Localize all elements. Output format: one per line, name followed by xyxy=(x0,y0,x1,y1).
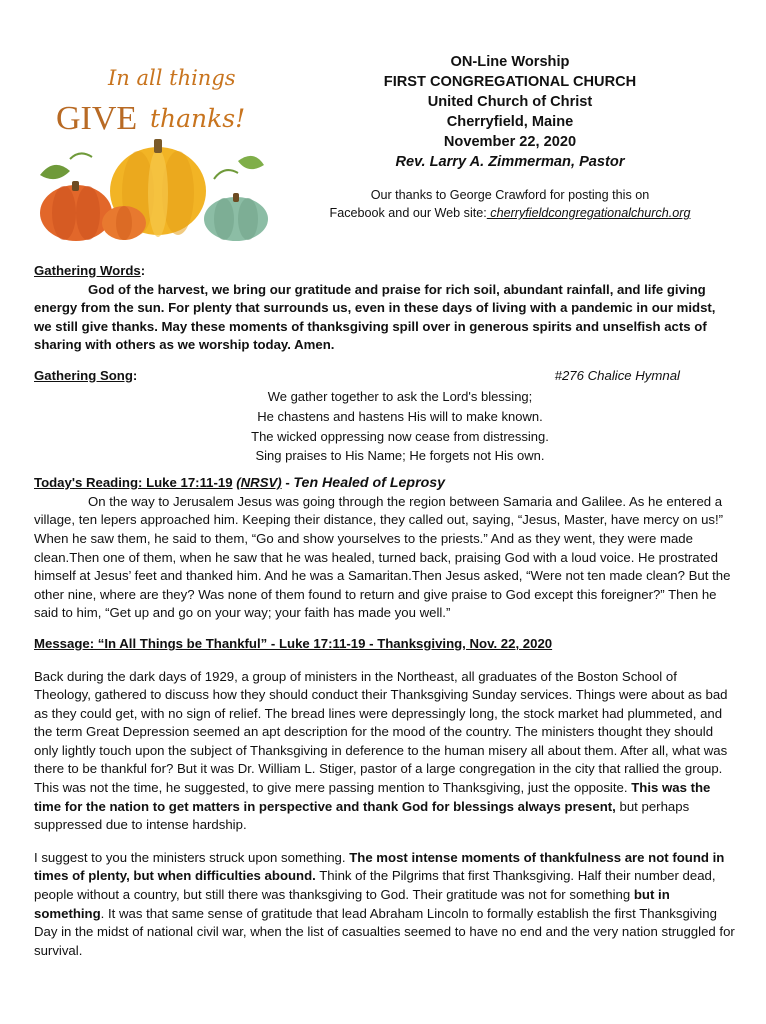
gathering-words-title: Gathering Words xyxy=(34,263,141,278)
reading-dash: - xyxy=(281,475,294,491)
thanks-line2-prefix: Facebook and our Web site: xyxy=(329,206,487,220)
message-p1-bold: This was the time for the nation to get matters in perspective and thank God for blessings always present, xyxy=(34,780,711,814)
reading-heading xyxy=(34,474,736,493)
header-line1: ON-Line Worship xyxy=(450,54,570,70)
gathering-song-title: Gathering Song xyxy=(34,367,133,383)
give-thanks-logo xyxy=(30,63,272,243)
header-pastor: Rev. Larry A. Zimmerman, Pastor xyxy=(395,154,625,170)
message-p2-bold1: The most intense moments of thankfulness are not found in times of plenty, but when difficulties abound. xyxy=(34,849,725,884)
song-line: We gather together to ask the Lord's blessing; xyxy=(267,388,533,404)
message-p1-tail: but perhaps suppressed due to intense hardship. xyxy=(34,798,690,833)
gathering-song-label xyxy=(34,368,137,383)
gathering-song-heading xyxy=(34,367,736,387)
header-date: November 22, 2020 xyxy=(443,134,577,150)
thanks-note xyxy=(300,186,720,222)
reading-text: On the way to Jerusalem Jesus was going through the region between Samaria and Galilee. As he entered a village, ten lepers approached him. Keeping their distance, they called out, saying, “Jesus, Master, have mercy on us!” When he saw them, he said to them, “Go and show yourselves to the priests.” And as they went, they were made clean.Then one of them, when he saw that he was healed, turned back, praising God with a loud voice. He prostrated himself at Jesus’ feet and thanked him. And he was a Samaritan.Then Jesus asked, “Were not ten made clean? But the other nine, where are they? Was none of them found to return and give praise to God except this foreigner?” Then he said to him, “Get up and go on your way; your faith has made you well.” xyxy=(34,493,731,621)
gathering-words-text: God of the harvest, we bring our gratitude and praise for rich soil, abundant rainfall, and life giving energy from the sun. For plenty that surrounds us, even in these days of living with a pandemic in our midst, we still give thanks. May these moments of thanksgiving spill over in generous spirits and unselfish acts of sharing with others as we worship today. Amen. xyxy=(34,281,716,353)
header-location: Cherryfield, Maine xyxy=(446,114,574,130)
hymn-number: #276 Chalice Hymnal xyxy=(554,367,680,383)
song-line: Sing praises to His Name; He forgets not His own. xyxy=(255,448,545,464)
message-title: Message: “In All Things be Thankful” - Luke 17:11-19 - Thanksgiving, Nov. 22, 2020 xyxy=(34,635,553,651)
message-p2-bold2: but in something xyxy=(34,887,670,921)
website-link[interactable]: cherryfieldcongregationalchurch.org xyxy=(486,206,691,220)
logo-line1: In all things xyxy=(108,66,236,90)
gathering-words-heading xyxy=(34,262,736,281)
thanks-line1: Our thanks to George Crawford for posting this on xyxy=(370,188,650,202)
gathering-words-colon: : xyxy=(140,263,146,278)
message-paragraph-1 xyxy=(34,668,736,835)
reading-subtitle: Ten Healed of Leprosy xyxy=(293,475,446,492)
thanks-line2 xyxy=(300,204,720,222)
message-paragraph-2 xyxy=(34,849,736,961)
main-content xyxy=(34,262,736,960)
church-header xyxy=(300,52,720,172)
gathering-words-section xyxy=(34,262,736,355)
gathering-song-colon: : xyxy=(132,367,138,383)
header-denomination: United Church of Christ xyxy=(427,94,593,110)
logo-give: GIVE xyxy=(56,100,138,137)
song-line: The wicked oppressing now cease from distressing. xyxy=(251,428,549,444)
pumpkins-illustration-icon xyxy=(30,63,272,243)
logo-thanks: thanks! xyxy=(150,104,246,133)
reading-version: (NRSV) xyxy=(236,475,282,491)
header-church-name: FIRST CONGREGATIONAL CHURCH xyxy=(383,74,637,90)
message-p2-c: . It was that same sense of gratitude that lead Abraham Lincoln to formally establish the first Thanksgiving Day in the midst of national civil war, when the list of casualties seemed to have no end and the very nation struggled for survival. xyxy=(34,905,735,958)
song-line: He chastens and hastens His will to make known. xyxy=(257,408,543,424)
message-p1-text: Back during the dark days of 1929, a group of ministers in the Northeast, all graduates of the Boston School of Theology, gathered to discuss how they should conduct their Thanksgiving Sunday services. Things were about as bad as they could get, with no sign of relief. The bread lines were depressingly long, the stock market had plummeted, and the term Great Depression seemed an apt description for the mood of the country. The ministers thought they should only lightly touch upon the subject of Thanksgiving in deference to the human misery all about them. After all, what was there to be thankful for? But it was Dr. William L. Stiger, pastor of a large congregation in the city that rallied the group. This was not the time, he suggested, to give mere passing mention to Thanksgiving, just the opposite. xyxy=(34,668,728,796)
reading-title: Today's Reading: Luke 17:11-19 xyxy=(34,475,233,491)
message-p2-b: Think of the Pilgrims that first Thanksgiving. Half their number dead, people without a country, but still there was thanksgiving to God. Their gratitude was not for something xyxy=(34,868,716,903)
song-lyrics xyxy=(64,387,736,466)
message-p2-a: I suggest to you the ministers struck upon something. xyxy=(34,849,350,865)
